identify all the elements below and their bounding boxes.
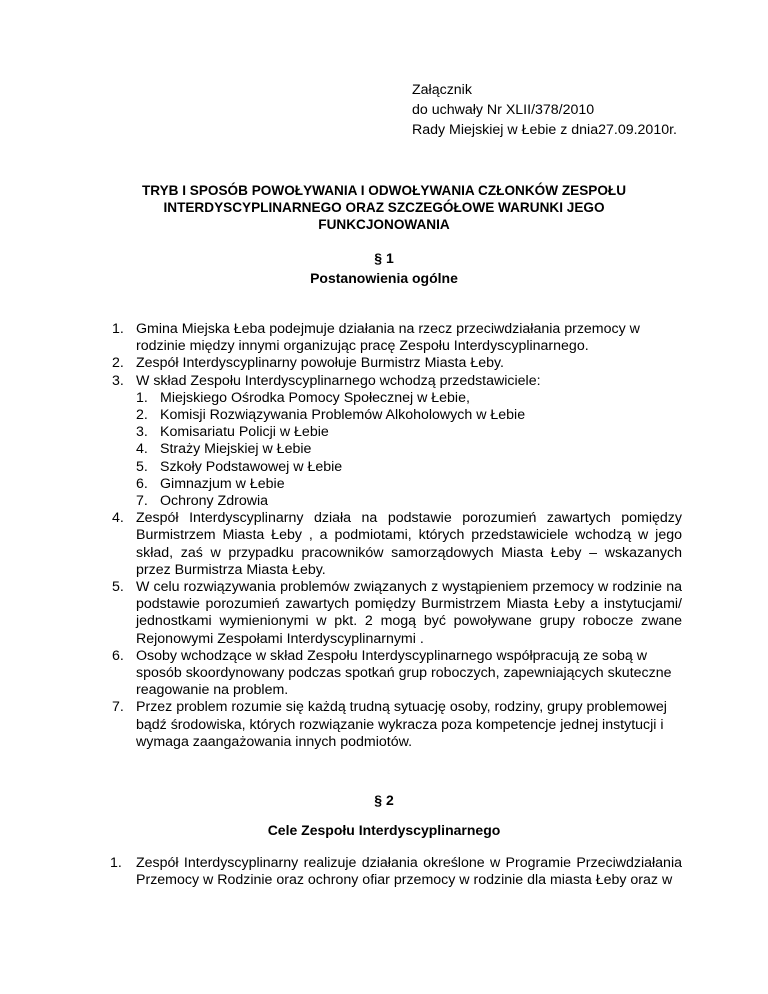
list-item (110, 855, 682, 889)
item-text: W celu rozwiązywania problemów związanych z wystąpieniem przemocy w rodzinie na podstawie porozumień zawartych pomiędzy Burmistrzem Miasta Łeby a instytucjami/ jednostkami wymienionymi w pkt. 2 mogą być powoływane grupy robocze zwane Rejonowymi Zespołami Interdyscyplinarnymi . (136, 579, 682, 647)
list-item (88, 648, 682, 700)
list-item (88, 373, 682, 511)
item-text: Zespół Interdyscyplinarny działa na podstawie porozumień zawartych pomiędzy Burmistrzem Miasta Łeby , a podmiotami, których przedstawiciele wchodzą w jego skład, zaś w przypadku pracowników samorządowych Miasta Łeby – wskazanych przez Burmistrza Miasta Łeby. (136, 510, 682, 578)
document-title: TRYB I SPOSÓB POWOŁYWANIA I ODWOŁYWANIA CZŁONKÓW ZESPOŁU INTERDYSCYPLINARNEGO ORAZ SZCZEGÓŁOWE WARUNKI JEGO FUNKCJONOWANIA (141, 183, 627, 232)
section-2-sign: § 2 (374, 792, 394, 808)
subitem-text: Ochrony Zdrowia (160, 493, 269, 510)
item-number: 2. (112, 355, 124, 372)
item-text: Przez problem rozumie się każdą trudną sytuację osoby, rodziny, grupy problemowej bądź środowiska, których rozwiązanie wykracza poza kompetencje jednej instytucji i wymaga zaangażowania innych podmiotów. (136, 699, 667, 750)
subitem-number: 5. (136, 458, 148, 475)
sublist-item (136, 441, 682, 458)
subitem-text: Komisji Rozwiązywania Problemów Alkoholowych w Łebie (160, 407, 526, 424)
item-number: 6. (112, 647, 124, 664)
representatives-sublist (136, 390, 682, 510)
subitem-number: 1. (136, 389, 148, 406)
item-number: 3. (112, 372, 124, 389)
item-text: Zespół Interdyscyplinarny powołuje Burmistrz Miasta Łeby. (136, 355, 504, 372)
subitem-number: 6. (136, 475, 148, 492)
subitem-text: Komisariatu Policji w Łebie (160, 424, 329, 441)
subitem-number: 7. (136, 493, 148, 510)
subitem-number: 3. (136, 424, 148, 441)
subitem-number: 2. (136, 407, 148, 424)
list-item (88, 510, 682, 579)
item-number: 1. (110, 855, 122, 871)
sublist-item (136, 459, 682, 476)
item-number: 4. (112, 510, 124, 527)
section-1-sign: § 1 (374, 250, 394, 266)
subitem-text: Gimnazjum w Łebie (160, 475, 285, 492)
section-2-heading: Cele Zespołu Interdyscyplinarnego (267, 822, 501, 838)
section-2-list (110, 855, 682, 889)
list-item (88, 321, 682, 355)
sublist-item (136, 407, 682, 424)
annex-header (412, 80, 752, 140)
item-number: 7. (112, 699, 124, 716)
subitem-text: Straży Miejskiej w Łebie (160, 441, 312, 458)
sublist-item (136, 390, 682, 407)
section-1-heading: Postanowienia ogólne (310, 270, 458, 286)
sublist-item (136, 424, 682, 441)
item-number: 1. (112, 321, 124, 337)
item-text: W skład Zespołu Interdyscyplinarnego wchodzą przedstawiciele: (136, 372, 541, 389)
item-number: 5. (112, 579, 124, 596)
subitem-text: Szkoły Podstawowej w Łebie (160, 458, 343, 475)
subitem-number: 4. (136, 441, 148, 458)
subitem-text: Miejskiego Ośrodka Pomocy Społecznej w Łebie, (160, 389, 470, 406)
sublist-item (136, 476, 682, 493)
annex-resolution-number: do uchwały Nr XLII/378/2010 (412, 102, 595, 118)
sublist-item (136, 493, 682, 510)
item-text: Osoby wchodzące w skład Zespołu Interdyscyplinarnego współpracują ze sobą w sposób skoordynowany podczas spotkań grup roboczych, zapewniających skuteczne reagowanie na problem. (136, 647, 672, 699)
list-item (88, 699, 682, 751)
annex-council-date: Rady Miejskiej w Łebie z dnia27.09.2010r. (412, 122, 677, 138)
item-text: Zespół Interdyscyplinarny realizuje działania określone w Programie Przeciwdziałania Przemocy w Rodzinie oraz ochrony ofiar przemocy w rodzinie dla miasta Łeby oraz w (136, 855, 682, 889)
item-text: Gmina Miejska Łeba podejmuje działania na rzecz przeciwdziałania przemocy w rodzinie między innymi organizując pracę Zespołu Interdyscyplinarnego. (136, 321, 640, 355)
list-item (88, 355, 682, 372)
annex-label: Załącznik (412, 82, 472, 98)
list-item (88, 579, 682, 648)
section-1-list (88, 321, 682, 751)
